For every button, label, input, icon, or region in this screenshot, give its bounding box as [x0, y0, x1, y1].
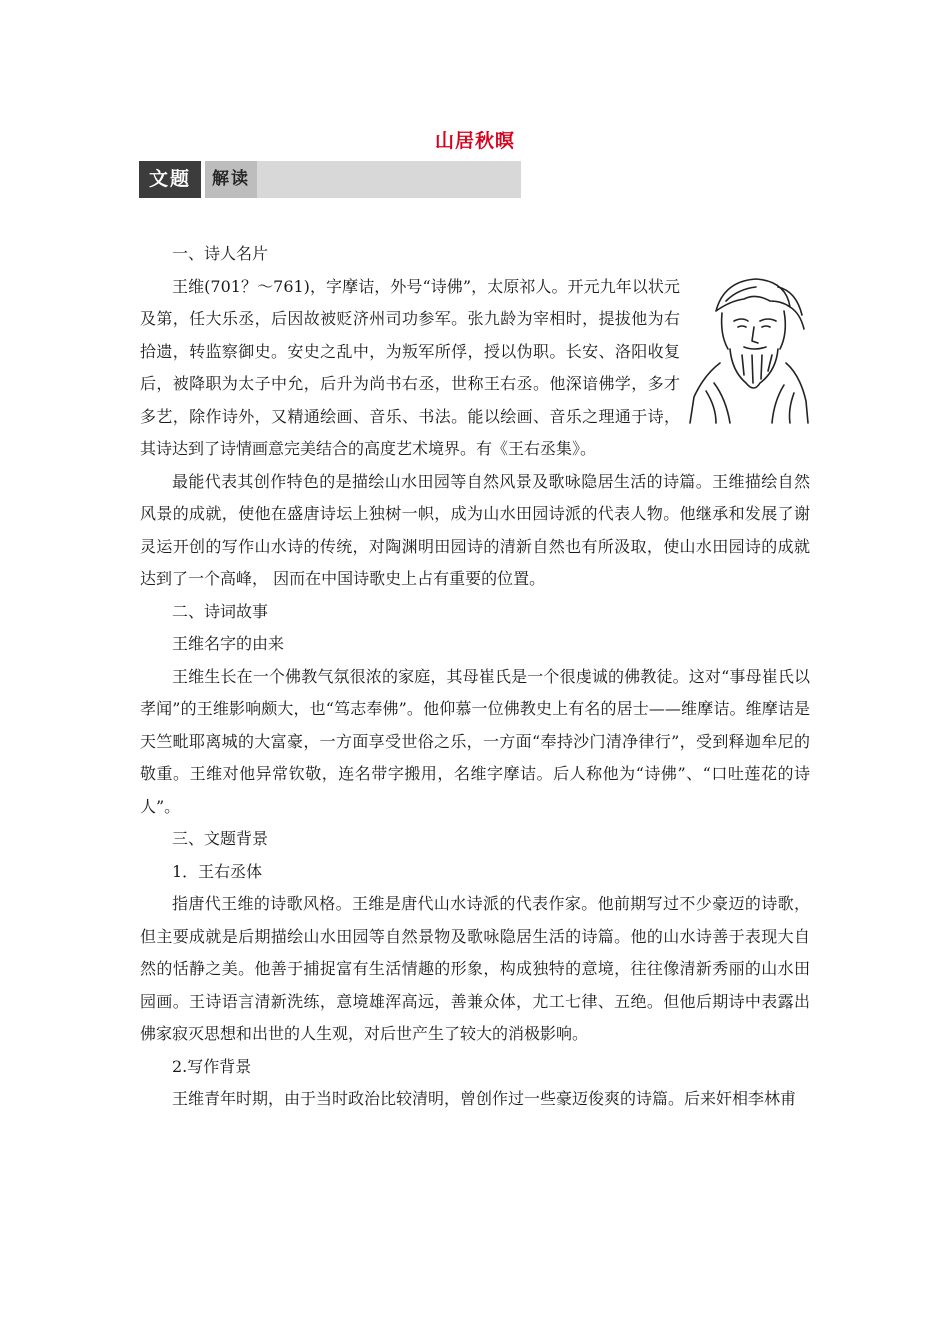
poet-style-paragraph: 最能代表其创作特色的是描绘山水田园等自然风景及歌咏隐居生活的诗篇。王维描绘自然风景的成就，使他在盛唐诗坛上独树一帜，成为山水田园诗派的代表人物。他继承和发展了谢灵运开创的写作山水诗的传统，对陶渊明田园诗的清新自然也有所汲取，使山水田园诗的成就达到了一个高峰， 因而在中国诗歌史上占有重要的位置。 — [140, 471, 810, 588]
poet-portrait-icon — [686, 271, 810, 425]
article-body — [140, 238, 810, 1116]
background-subheading-style: 1．王右丞体 — [172, 861, 263, 881]
page-title: 山居秋暝 — [434, 130, 515, 152]
style-paragraph: 指唐代王维的诗歌风格。王维是唐代山水诗派的代表作家。他前期写过不少豪迈的诗歌，但主要成就是后期描绘山水田园等自然景物及歌咏隐居生活的诗篇。他的山水诗善于表现大自然的恬静之美。他善于捕捉富有生活情趣的形象，构成独特的意境，往往像清新秀丽的山水田园画。王诗语言清新洗练，意境雄浑高远，善兼众体，尤工七律、五绝。但他后期诗中表露出佛家寂灭思想和出世的人生观，对后世产生了较大的消极影响。 — [140, 894, 810, 1043]
section-heading-background: 三、文题背景 — [172, 829, 269, 848]
section-heading-poet-card: 一、诗人名片 — [172, 244, 269, 263]
banner-label-secondary: 解读 — [205, 161, 257, 198]
story-paragraph: 王维生长在一个佛教气氛很浓的家庭，其母崔氏是一个很虔诚的佛教徒。这对“事母崔氏以孝闻”的王维影响颇大，也“笃志奉佛”。他仰慕一位佛教史上有名的居士——维摩诘。维摩诘是天竺毗耶离城的大富豪，一方面享受世俗之乐，一方面“奉持沙门清净律行”，受到释迦牟尼的敬重。王维对他异常钦敬，连名带字搬用，名维字摩诘。后人称他为“诗佛”、“口吐莲花的诗人”。 — [140, 666, 810, 816]
banner-label-primary: 文题 — [139, 161, 201, 198]
section-banner — [139, 161, 521, 198]
poet-bio-paragraph — [140, 271, 810, 466]
story-subheading: 王维名字的由来 — [172, 634, 285, 653]
writing-background-paragraph: 王维青年时期，由于当时政治比较清明，曾创作过一些豪迈俊爽的诗篇。后来奸相李林甫 — [172, 1089, 797, 1108]
section-heading-story: 二、诗词故事 — [172, 601, 269, 621]
background-subheading-writing: 2.写作背景 — [172, 1056, 252, 1076]
poet-bio-text: 王维(701？～761)，字摩诘，外号“诗佛”，太原祁人。开元九年以状元及第，任大乐丞，后因故被贬济州司功参军。张九龄为宰相时，提拔他为右拾遗，转监察御史。安史之乱中，为叛军所俘，授以伪职。长安、洛阳收复后，被降职为太子中允，后升为尚书右丞，世称王右丞。他深谙佛学，多才多艺，除作诗外，又精通绘画、音乐、书法。能以绘画、音乐之理通于诗，其诗达到了诗情画意完美结合的高度艺术境界。有《王右丞集》。 — [140, 276, 680, 458]
